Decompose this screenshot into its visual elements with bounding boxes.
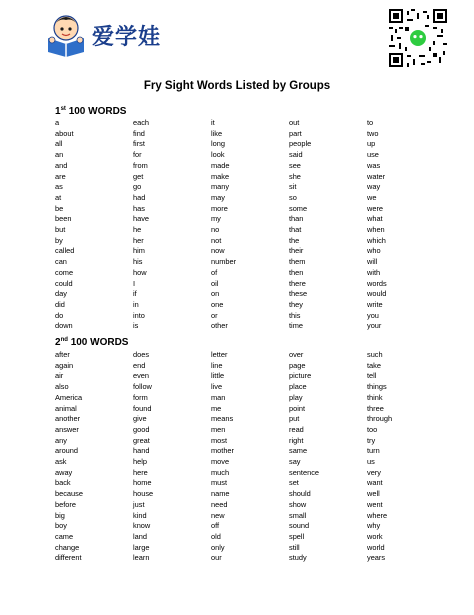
word-cell: play	[289, 392, 303, 402]
word-cell: down	[55, 321, 73, 331]
word-cell: can	[55, 257, 67, 267]
section-ordinal: 2	[55, 337, 61, 348]
word-cell: try	[367, 435, 376, 445]
word-cell: all	[55, 139, 63, 149]
word-cell: tell	[367, 371, 377, 381]
word-cell: move	[211, 457, 230, 467]
word-cell: my	[211, 214, 221, 224]
section-heading-1	[55, 106, 126, 117]
word-cell: had	[133, 192, 146, 202]
word-cell: follow	[133, 382, 152, 392]
word-cell: may	[211, 192, 225, 202]
word-cell: sound	[289, 521, 310, 531]
word-cell: page	[289, 360, 306, 370]
word-cell: are	[55, 171, 66, 181]
word-cell: must	[211, 478, 228, 488]
word-cell: one	[211, 299, 224, 309]
word-cell: hand	[133, 446, 150, 456]
word-cell: good	[133, 424, 150, 434]
word-cell: need	[211, 499, 228, 509]
word-grid-1	[55, 118, 415, 332]
word-cell: from	[133, 160, 148, 170]
word-cell: said	[289, 150, 303, 160]
word-cell: these	[289, 289, 308, 299]
word-cell: long	[211, 139, 225, 149]
word-cell: way	[367, 182, 381, 192]
word-cell: study	[289, 553, 307, 563]
word-cell: did	[55, 299, 65, 309]
word-cell: than	[289, 214, 304, 224]
word-cell: other	[211, 321, 228, 331]
word-cell: three	[367, 403, 384, 413]
word-cell: so	[289, 192, 297, 202]
word-cell: end	[133, 360, 146, 370]
word-cell: will	[367, 257, 378, 267]
word-cell: great	[133, 435, 150, 445]
word-cell: go	[133, 182, 142, 192]
word-cell: through	[367, 414, 393, 424]
word-cell: first	[133, 139, 145, 149]
word-cell: also	[55, 382, 69, 392]
word-cell: we	[367, 192, 377, 202]
word-cell: with	[367, 267, 381, 277]
word-cell: but	[55, 225, 66, 235]
brand-name: 爱学娃	[92, 25, 162, 50]
word-cell: think	[367, 392, 383, 402]
word-cell: be	[55, 203, 64, 213]
word-cell: work	[367, 531, 383, 541]
word-cell: men	[211, 424, 226, 434]
word-cell: now	[211, 246, 225, 256]
word-cell: show	[289, 499, 307, 509]
word-cell: live	[211, 382, 223, 392]
word-cell: is	[133, 321, 139, 331]
word-cell: how	[133, 267, 147, 277]
word-cell: change	[55, 542, 80, 552]
word-cell: place	[289, 382, 307, 392]
word-cell: could	[55, 278, 73, 288]
word-cell: answer	[55, 424, 79, 434]
word-cell: mother	[211, 446, 235, 456]
word-cell: set	[289, 478, 299, 488]
ordinal-suffix: st	[60, 106, 66, 112]
word-cell: by	[55, 235, 63, 245]
word-cell: no	[211, 225, 220, 235]
word-cell: look	[211, 150, 225, 160]
word-cell: like	[211, 128, 223, 138]
word-cell: were	[367, 203, 384, 213]
word-cell: new	[211, 510, 225, 520]
word-cell: her	[133, 235, 144, 245]
word-cell: their	[289, 246, 304, 256]
word-cell: to	[367, 118, 374, 127]
word-cell: here	[133, 467, 148, 477]
word-cell: give	[133, 414, 147, 424]
ordinal-suffix: nd	[60, 337, 68, 343]
word-cell: name	[211, 489, 230, 499]
section-ordinal: 1	[55, 106, 61, 117]
word-cell: each	[133, 118, 150, 127]
word-cell: an	[55, 150, 64, 160]
word-cell: after	[55, 350, 70, 359]
word-cell: me	[211, 403, 222, 413]
word-cell: much	[211, 467, 230, 477]
word-cell: he	[133, 225, 142, 235]
word-grid-2	[55, 350, 415, 564]
word-cell: turn	[367, 446, 380, 456]
word-cell: large	[133, 542, 150, 552]
word-cell: home	[133, 478, 152, 488]
word-cell: land	[133, 531, 147, 541]
word-cell: went	[367, 499, 383, 509]
word-cell: of	[211, 267, 218, 277]
word-cell: any	[55, 435, 67, 445]
word-cell: another	[55, 414, 81, 424]
word-cell: get	[133, 171, 144, 181]
word-cell: your	[367, 321, 382, 331]
section-label: 100 WORDS	[68, 106, 127, 117]
word-cell: would	[367, 289, 387, 299]
word-cell: man	[211, 392, 226, 402]
word-cell: who	[367, 246, 381, 256]
word-cell: house	[133, 489, 154, 499]
word-cell: they	[289, 299, 303, 309]
section-heading-2	[55, 337, 128, 348]
word-cell: where	[367, 510, 388, 520]
word-cell: away	[55, 467, 73, 477]
word-cell: what	[367, 214, 383, 224]
word-cell: at	[55, 192, 62, 202]
word-cell: into	[133, 310, 145, 320]
word-cell: then	[289, 267, 304, 277]
word-cell: read	[289, 424, 304, 434]
word-cell: old	[211, 531, 221, 541]
word-cell: because	[55, 489, 83, 499]
word-cell: came	[55, 531, 74, 541]
word-cell: see	[289, 160, 301, 170]
word-cell: words	[367, 278, 387, 288]
word-cell: when	[367, 225, 385, 235]
word-cell: many	[211, 182, 230, 192]
word-cell: up	[367, 139, 376, 149]
word-cell: about	[55, 128, 74, 138]
word-cell: form	[133, 392, 148, 402]
word-cell: I	[133, 278, 136, 288]
word-cell: and	[55, 160, 68, 170]
word-cell: do	[55, 310, 64, 320]
word-cell: letter	[211, 350, 228, 359]
word-cell: animal	[55, 403, 77, 413]
word-cell: back	[55, 478, 71, 488]
word-cell: different	[55, 553, 82, 563]
word-cell: you	[367, 310, 379, 320]
word-cell: little	[211, 371, 225, 381]
word-cell: find	[133, 128, 145, 138]
word-cell: want	[367, 478, 383, 488]
word-cell: before	[55, 499, 76, 509]
word-cell: over	[289, 350, 304, 359]
word-cell: his	[133, 257, 143, 267]
word-cell: take	[367, 360, 381, 370]
section-label: 100 WORDS	[70, 337, 129, 348]
word-cell: have	[133, 214, 150, 224]
word-cell: him	[133, 246, 145, 256]
word-cell: oil	[211, 278, 219, 288]
word-cell: even	[133, 371, 150, 381]
word-cell: kind	[133, 510, 147, 520]
word-cell: as	[55, 182, 63, 192]
word-cell: been	[55, 214, 72, 224]
word-cell: in	[133, 299, 139, 309]
word-cell: help	[133, 457, 147, 467]
word-cell: does	[133, 350, 150, 359]
word-cell: air	[55, 371, 64, 381]
word-cell: know	[133, 521, 151, 531]
word-cell: spell	[289, 531, 305, 541]
word-cell: a	[55, 118, 60, 127]
word-cell: America	[55, 392, 83, 402]
word-cell: on	[211, 289, 220, 299]
word-cell: called	[55, 246, 75, 256]
word-cell: around	[55, 446, 79, 456]
word-cell: point	[289, 403, 306, 413]
word-cell: say	[289, 457, 301, 467]
word-cell: use	[367, 150, 379, 160]
page-title: Fry Sight Words Listed by Groups	[143, 80, 331, 92]
word-cell: come	[55, 267, 74, 277]
word-cell: still	[289, 542, 300, 552]
word-cell: should	[289, 489, 311, 499]
word-cell: if	[133, 289, 137, 299]
word-cell: this	[289, 310, 301, 320]
qr-code-icon	[389, 9, 447, 67]
word-cell: not	[211, 235, 222, 245]
word-cell: our	[211, 553, 222, 563]
word-cell: too	[367, 424, 378, 434]
word-cell: number	[211, 257, 237, 267]
mascot-icon	[44, 12, 88, 58]
word-cell: which	[367, 235, 386, 245]
word-cell: day	[55, 289, 67, 299]
word-cell: ask	[55, 457, 67, 467]
word-cell: line	[211, 360, 223, 370]
word-cell: part	[289, 128, 302, 138]
word-cell: well	[367, 489, 380, 499]
word-cell: small	[289, 510, 307, 520]
word-cell: put	[289, 414, 300, 424]
word-cell: that	[289, 225, 302, 235]
word-cell: just	[133, 499, 145, 509]
word-cell: it	[211, 118, 215, 127]
word-cell: made	[211, 160, 230, 170]
word-cell: has	[133, 203, 145, 213]
word-cell: for	[133, 150, 142, 160]
word-cell: more	[211, 203, 228, 213]
word-cell: same	[289, 446, 308, 456]
word-cell: right	[289, 435, 304, 445]
word-cell: some	[289, 203, 308, 213]
word-cell: means	[211, 414, 234, 424]
word-cell: sentence	[289, 467, 319, 477]
word-cell: she	[289, 171, 301, 181]
word-cell: only	[211, 542, 225, 552]
word-cell: picture	[289, 371, 312, 381]
word-cell: such	[367, 350, 383, 359]
word-cell: there	[289, 278, 306, 288]
word-cell: most	[211, 435, 228, 445]
word-cell: two	[367, 128, 379, 138]
word-cell: years	[367, 553, 386, 563]
word-cell: the	[289, 235, 300, 245]
word-cell: off	[211, 521, 220, 531]
word-cell: big	[55, 510, 65, 520]
word-cell: was	[367, 160, 381, 170]
word-cell: write	[367, 299, 383, 309]
word-cell: water	[367, 171, 386, 181]
word-cell: people	[289, 139, 312, 149]
word-cell: things	[367, 382, 387, 392]
word-cell: learn	[133, 553, 150, 563]
word-cell: very	[367, 467, 381, 477]
word-cell: us	[367, 457, 375, 467]
word-cell: why	[367, 521, 381, 531]
word-cell: time	[289, 321, 303, 331]
word-cell: again	[55, 360, 74, 370]
word-cell: make	[211, 171, 230, 181]
word-cell: sit	[289, 182, 297, 192]
word-cell: boy	[55, 521, 67, 531]
word-cell: world	[367, 542, 385, 552]
word-cell: out	[289, 118, 300, 127]
word-cell: them	[289, 257, 306, 267]
word-cell: or	[211, 310, 218, 320]
word-cell: found	[133, 403, 152, 413]
